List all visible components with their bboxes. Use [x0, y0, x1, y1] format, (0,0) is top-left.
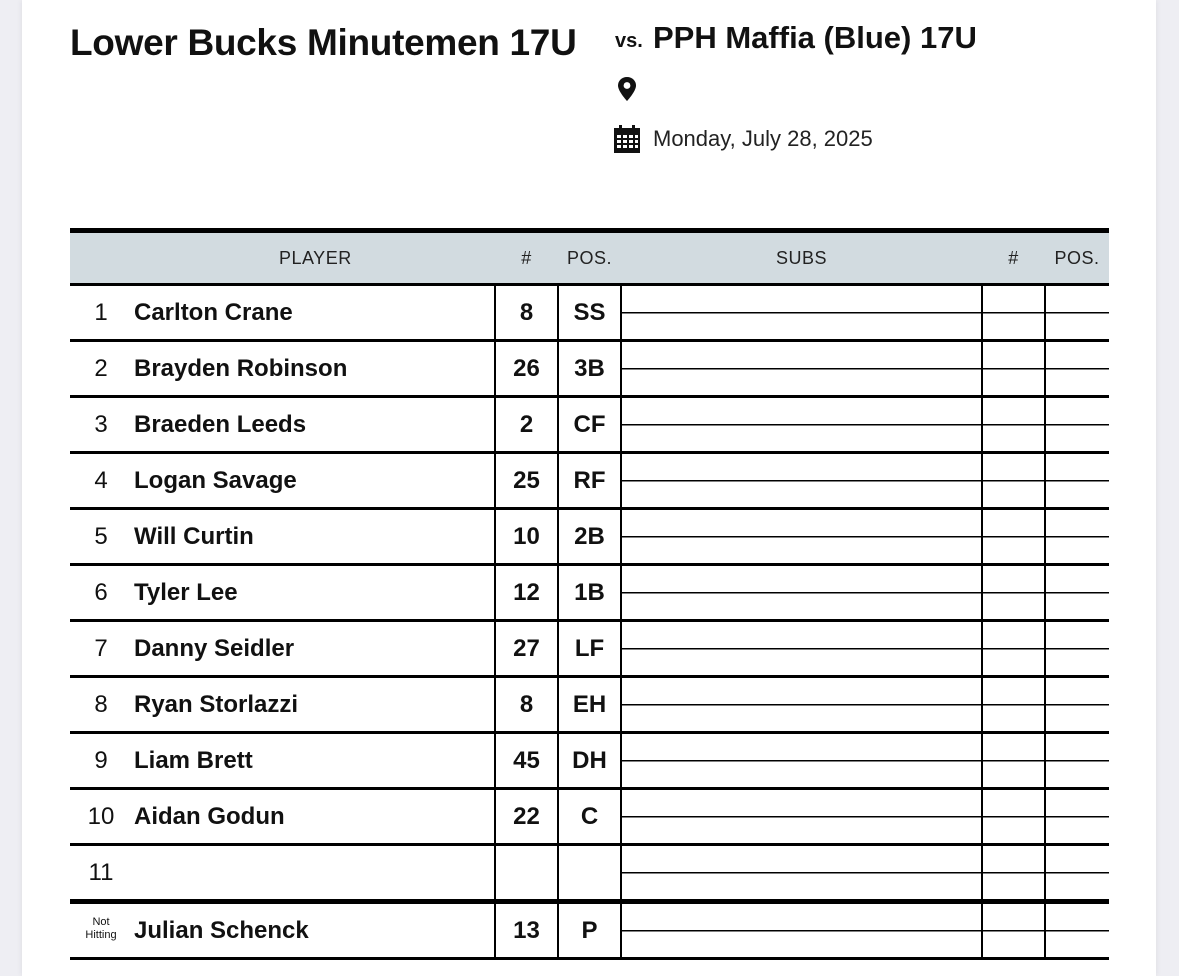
player-name: Danny Seidler [132, 621, 495, 677]
sub-name-cell [621, 789, 982, 845]
sub-name-cell [621, 285, 982, 341]
game-date: Monday, July 28, 2025 [653, 126, 873, 151]
sub-number-cell [982, 845, 1045, 902]
sub-position-cell [1045, 453, 1109, 509]
map-pin-icon [616, 76, 638, 102]
calendar-icon [613, 124, 641, 154]
batting-order: 7 [70, 621, 132, 677]
sub-position-cell [1045, 789, 1109, 845]
sub-position-cell [1045, 565, 1109, 621]
player-position: LF [558, 621, 621, 677]
sub-position-cell [1045, 341, 1109, 397]
column-header-number: # [495, 231, 558, 285]
sub-name-cell [621, 341, 982, 397]
away-team-name: PPH Maffia (Blue) 17U [653, 20, 977, 55]
column-header-player: PLAYER [70, 231, 495, 285]
player-position: 1B [558, 565, 621, 621]
sub-position-cell [1045, 509, 1109, 565]
table-header-row [70, 231, 1109, 285]
sub-position-cell [1045, 285, 1109, 341]
sub-number-cell [982, 733, 1045, 789]
sub-name-cell [621, 453, 982, 509]
sub-name-cell [621, 509, 982, 565]
jersey-number [495, 845, 558, 902]
sub-number-cell [982, 453, 1045, 509]
sub-name-cell [621, 565, 982, 621]
player-position: SS [558, 285, 621, 341]
jersey-number: 27 [495, 621, 558, 677]
table-row [70, 733, 1109, 789]
sub-position-cell [1045, 733, 1109, 789]
player-name: Brayden Robinson [132, 341, 495, 397]
column-header-sub-number: # [982, 231, 1045, 285]
home-team-name: Lower Bucks Minutemen 17U [70, 22, 577, 63]
table-row [70, 341, 1109, 397]
batting-order: 8 [70, 677, 132, 733]
player-name: Braeden Leeds [132, 397, 495, 453]
sub-number-cell [982, 677, 1045, 733]
sub-number-cell [982, 285, 1045, 341]
jersey-number: 2 [495, 397, 558, 453]
sub-name-cell [621, 845, 982, 902]
batting-order: 11 [70, 845, 132, 902]
sub-number-cell [982, 621, 1045, 677]
versus-label: vs. [615, 30, 643, 52]
table-row [70, 565, 1109, 621]
player-position: 3B [558, 341, 621, 397]
jersey-number: 45 [495, 733, 558, 789]
batting-order: 5 [70, 509, 132, 565]
sub-name-cell [621, 902, 982, 959]
player-position: DH [558, 733, 621, 789]
sub-number-cell [982, 789, 1045, 845]
sub-name-cell [621, 677, 982, 733]
column-header-subs: SUBS [621, 231, 982, 285]
sub-number-cell [982, 902, 1045, 959]
jersey-number: 25 [495, 453, 558, 509]
table-row [70, 789, 1109, 845]
jersey-number: 10 [495, 509, 558, 565]
player-name: Logan Savage [132, 453, 495, 509]
player-name: Aidan Godun [132, 789, 495, 845]
player-position: P [558, 902, 621, 959]
table-row [70, 845, 1109, 902]
jersey-number: 12 [495, 565, 558, 621]
sub-position-cell [1045, 902, 1109, 959]
player-position: CF [558, 397, 621, 453]
player-name: Liam Brett [132, 733, 495, 789]
table-row [70, 677, 1109, 733]
not-hitting-row [70, 902, 1109, 959]
sub-name-cell [621, 397, 982, 453]
not-hitting-label [70, 902, 132, 959]
player-position: C [558, 789, 621, 845]
sub-name-cell [621, 733, 982, 789]
sub-number-cell [982, 341, 1045, 397]
batting-order: 3 [70, 397, 132, 453]
player-position: EH [558, 677, 621, 733]
player-position: RF [558, 453, 621, 509]
player-name: Will Curtin [132, 509, 495, 565]
player-position [558, 845, 621, 902]
table-row [70, 453, 1109, 509]
lineup-table [70, 228, 1109, 960]
jersey-number: 22 [495, 789, 558, 845]
not-hitting-label-line2: Hitting [85, 929, 117, 941]
table-row [70, 509, 1109, 565]
batting-order: 9 [70, 733, 132, 789]
batting-order: 4 [70, 453, 132, 509]
not-hitting-label-line1: Not [92, 916, 110, 928]
sub-position-cell [1045, 845, 1109, 902]
column-header-sub-position: POS. [1045, 231, 1109, 285]
table-row [70, 621, 1109, 677]
player-name: Ryan Storlazzi [132, 677, 495, 733]
batting-order: 1 [70, 285, 132, 341]
batting-order: 10 [70, 789, 132, 845]
sub-position-cell [1045, 397, 1109, 453]
player-name: Carlton Crane [132, 285, 495, 341]
sub-number-cell [982, 565, 1045, 621]
sub-number-cell [982, 509, 1045, 565]
jersey-number: 8 [495, 285, 558, 341]
table-row [70, 285, 1109, 341]
column-header-position: POS. [558, 231, 621, 285]
jersey-number: 13 [495, 902, 558, 959]
sub-number-cell [982, 397, 1045, 453]
sub-name-cell [621, 621, 982, 677]
player-name [132, 845, 495, 902]
sub-position-cell [1045, 621, 1109, 677]
player-name: Tyler Lee [132, 565, 495, 621]
jersey-number: 26 [495, 341, 558, 397]
table-row [70, 397, 1109, 453]
batting-order: 6 [70, 565, 132, 621]
batting-order: 2 [70, 341, 132, 397]
player-position: 2B [558, 509, 621, 565]
player-name: Julian Schenck [132, 902, 495, 959]
sub-position-cell [1045, 677, 1109, 733]
jersey-number: 8 [495, 677, 558, 733]
